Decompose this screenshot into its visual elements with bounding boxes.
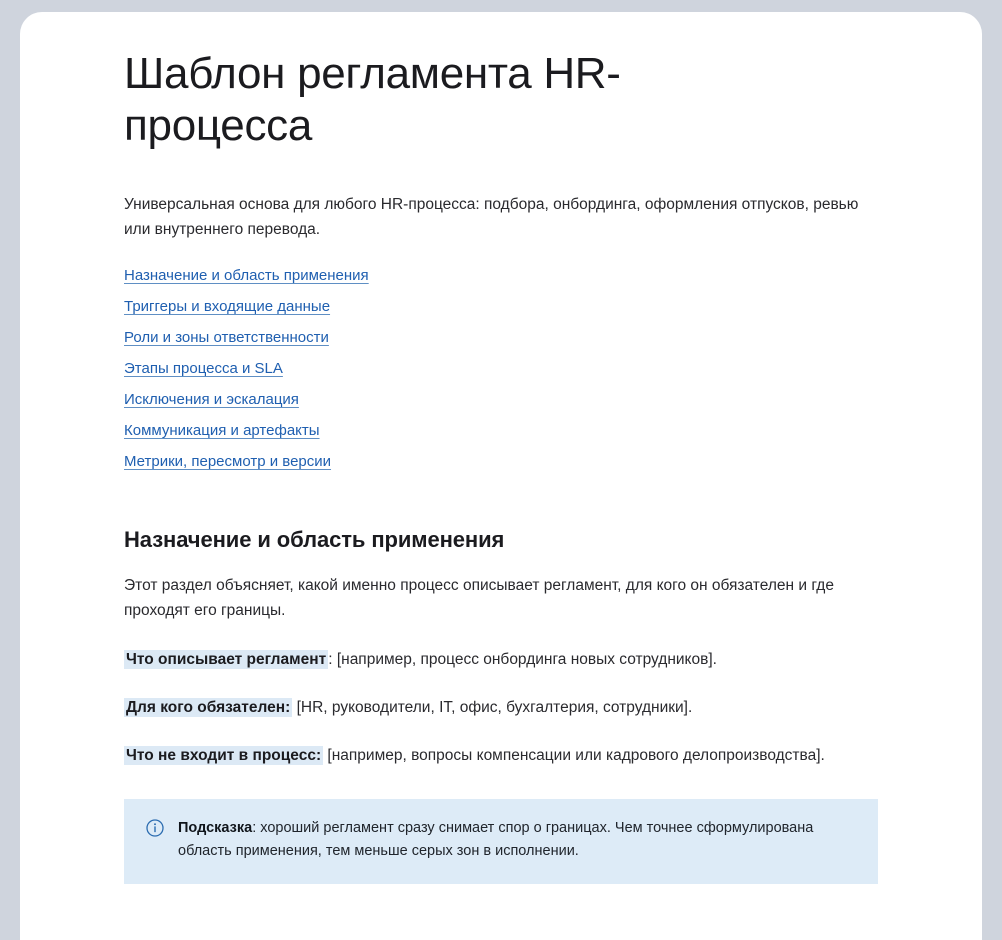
document-page bbox=[20, 12, 982, 940]
field-row bbox=[124, 647, 854, 672]
tip-callout bbox=[124, 799, 878, 884]
toc-link-7[interactable]: Метрики, пересмотр и версии bbox=[124, 453, 332, 471]
field-row bbox=[124, 695, 854, 720]
toc-link-3[interactable]: Роли и зоны ответственности bbox=[124, 329, 329, 347]
toc-link-5[interactable]: Исключения и эскалация bbox=[124, 391, 299, 409]
toc-link-4[interactable]: Этапы процесса и SLA bbox=[124, 360, 283, 378]
page-title: Шаблон регламента HR-процесса bbox=[124, 49, 621, 150]
toc-link-1[interactable]: Назначение и область применения bbox=[124, 267, 369, 285]
field-row bbox=[124, 743, 854, 768]
table-of-contents bbox=[124, 268, 878, 469]
field-label: Что не входит в процесс: bbox=[126, 747, 322, 765]
tip-text bbox=[178, 817, 856, 864]
section-heading: Назначение и область применения bbox=[124, 527, 505, 553]
field-value: [например, вопросы компенсации или кадрового делопроизводства]. bbox=[323, 747, 825, 765]
tip-label: Подсказка bbox=[178, 819, 253, 836]
info-icon bbox=[146, 819, 164, 837]
field-label: Для кого обязателен: bbox=[126, 699, 291, 717]
document-lead: Универсальная основа для любого HR-процесса: подбора, онбординга, оформления отпусков, ревью или внутреннего перевода. bbox=[124, 195, 859, 238]
section-intro: Этот раздел объясняет, какой именно процесс описывает регламент, для кого он обязателен и где проходят его границы. bbox=[124, 577, 834, 620]
field-separator: : bbox=[328, 651, 333, 669]
field-label: Что описывает регламент bbox=[126, 651, 327, 669]
toc-link-2[interactable]: Триггеры и входящие данные bbox=[124, 298, 331, 316]
field-value: [HR, руководители, IT, офис, бухгалтерия, сотрудники]. bbox=[292, 699, 693, 717]
field-value: [например, процесс онбординга новых сотрудников]. bbox=[332, 651, 717, 669]
tip-body: : хороший регламент сразу снимает спор о границах. Чем точнее сформулирована область применения, тем меньше серых зон в исполнении. bbox=[178, 819, 814, 860]
toc-link-6[interactable]: Коммуникация и артефакты bbox=[124, 422, 320, 440]
document-content bbox=[20, 12, 982, 884]
